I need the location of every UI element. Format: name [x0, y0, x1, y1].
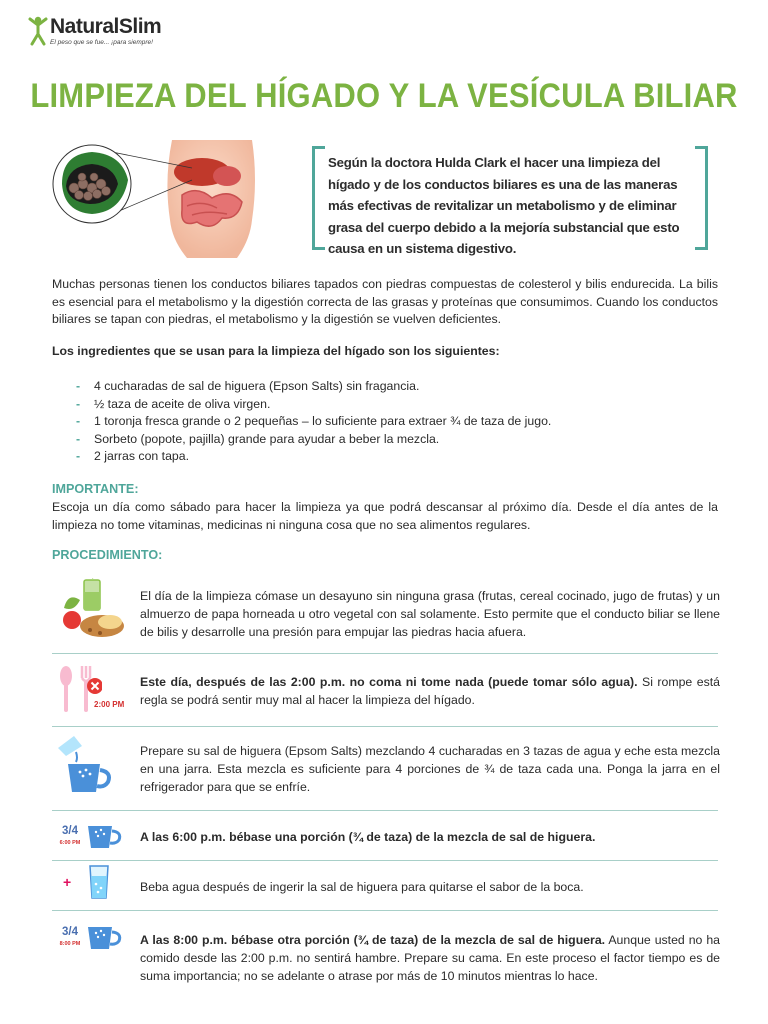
important-text: Escoja un día como sábado para hacer la limpieza ya que podrá descansar al próximo día. Desde el día antes de la limpieza no tome vitaminas, medicinas ni ninguna cosa que no sea alimentos regulares.	[52, 500, 718, 532]
brand-tagline: El peso que se fue... ¡para siempre!	[50, 39, 153, 46]
page-title: LIMPIEZA DEL HÍGADO Y LA VESÍCULA BILIAR	[30, 75, 738, 116]
divider	[52, 910, 718, 911]
digestive-system-illustration	[52, 140, 292, 258]
divider	[52, 726, 718, 727]
list-item: - 2 jarras con tapa.	[76, 449, 190, 464]
divider	[52, 860, 718, 861]
procedure-step-2: Este día, después de las 2:00 p.m. no coma ni tome nada (puede tomar sólo agua). Si rompe está regla se podrá sentir muy mal al hacer la limpieza del hígado.	[140, 675, 720, 707]
bracket-left	[312, 146, 325, 250]
divider	[52, 653, 718, 654]
procedure-heading: PROCEDIMIENTO:	[52, 548, 163, 562]
cup-icon	[86, 824, 124, 850]
procedure-step-4: A las 6:00 p.m. bébase una porción (¾ de taza) de la mezcla de sal de higuera.	[140, 830, 596, 844]
fraction-label: 3/4 8:00 PM	[59, 926, 81, 947]
procedure-step-6: A las 8:00 p.m. bébase otra porción (¾ de taza) de la mezcla de sal de higuera. Aunque usted no ha comido desde las 2:00 p.m. no sentirá hambre. Prepare su cama. En este proceso el factor tiempo es de suma importancia; no se adelante o atrase por más de 10 minutos mientras lo hace.	[140, 933, 721, 983]
time-label-2pm: 2:00 PM	[94, 700, 125, 709]
procedure-step-1: El día de la limpieza cómase un desayuno sin ninguna grasa (frutas, cereal cocinado, jugo de frutas) y un almuerzo de papa horneada u otro vegetal con sal solamente. Esto permite que el conducto biliar se llene de bilis y desarrolle una presión para empujar las piedras hacia afuera.	[140, 589, 720, 639]
salt-cup-icon	[56, 734, 116, 796]
brand-logo	[28, 14, 188, 54]
ingredients-list	[76, 378, 716, 466]
ingredients-heading: Los ingredientes que se usan para la limpieza del hígado son los siguientes:	[52, 344, 500, 358]
intro-paragraph: Muchas personas tienen los conductos biliares tapados con piedras compuestas de colesterol y bilis endurecida. La bilis es esencial para el metabolismo y la digestión correcta de las grasas y proteínas que consumimos. Cuando los conductos biliares se tapan con piedras, el metabolismo y la digestión se vuelven deficientes.	[52, 277, 718, 326]
divider	[52, 810, 718, 811]
food-icon	[58, 578, 128, 640]
plus-symbol: +	[63, 874, 72, 890]
water-glass-icon	[88, 864, 110, 900]
important-heading: IMPORTANTE:	[52, 482, 139, 496]
no-eating-icon	[58, 664, 132, 714]
cup-icon	[86, 925, 124, 951]
procedure-step-3: Prepare su sal de higuera (Epsom Salts) mezclando 4 cucharadas en 3 tazas de agua y eche esta mezcla en una jarra. Esta mezcla es suficiente para 4 porciones de ¾ de taza cada una. Ponga la jarra en el refrigerador para que se enfríe.	[140, 744, 720, 794]
person-logo-icon	[28, 16, 48, 46]
brand-name: NaturalSlim	[50, 15, 162, 38]
list-item: - 4 cucharadas de sal de higuera (Epson Salts) sin fragancia.	[76, 379, 420, 393]
quote-box	[312, 146, 708, 256]
list-item: - Sorbeto (popote, pajilla) grande para ayudar a beber la mezcla.	[76, 431, 440, 446]
quote-text: Según la doctora Hulda Clark el hacer una limpieza del hígado y de los conductos biliares es una de las maneras más efectivas de revitalizar un metabolismo y de eliminar grasa del cuerpo debido a la mejoría substancial que esto causa en un sistema digestivo.	[328, 155, 680, 256]
fraction-label: 3/4 6:00 PM	[59, 825, 81, 846]
list-item: - ½ taza de aceite de oliva virgen.	[76, 396, 271, 411]
procedure-step-5: Beba agua después de ingerir la sal de higuera para quitarse el sabor de la boca.	[140, 880, 584, 894]
list-item: - 1 toronja fresca grande o 2 pequeñas – lo suficiente para extraer ¾ de taza de jugo.	[76, 414, 552, 429]
